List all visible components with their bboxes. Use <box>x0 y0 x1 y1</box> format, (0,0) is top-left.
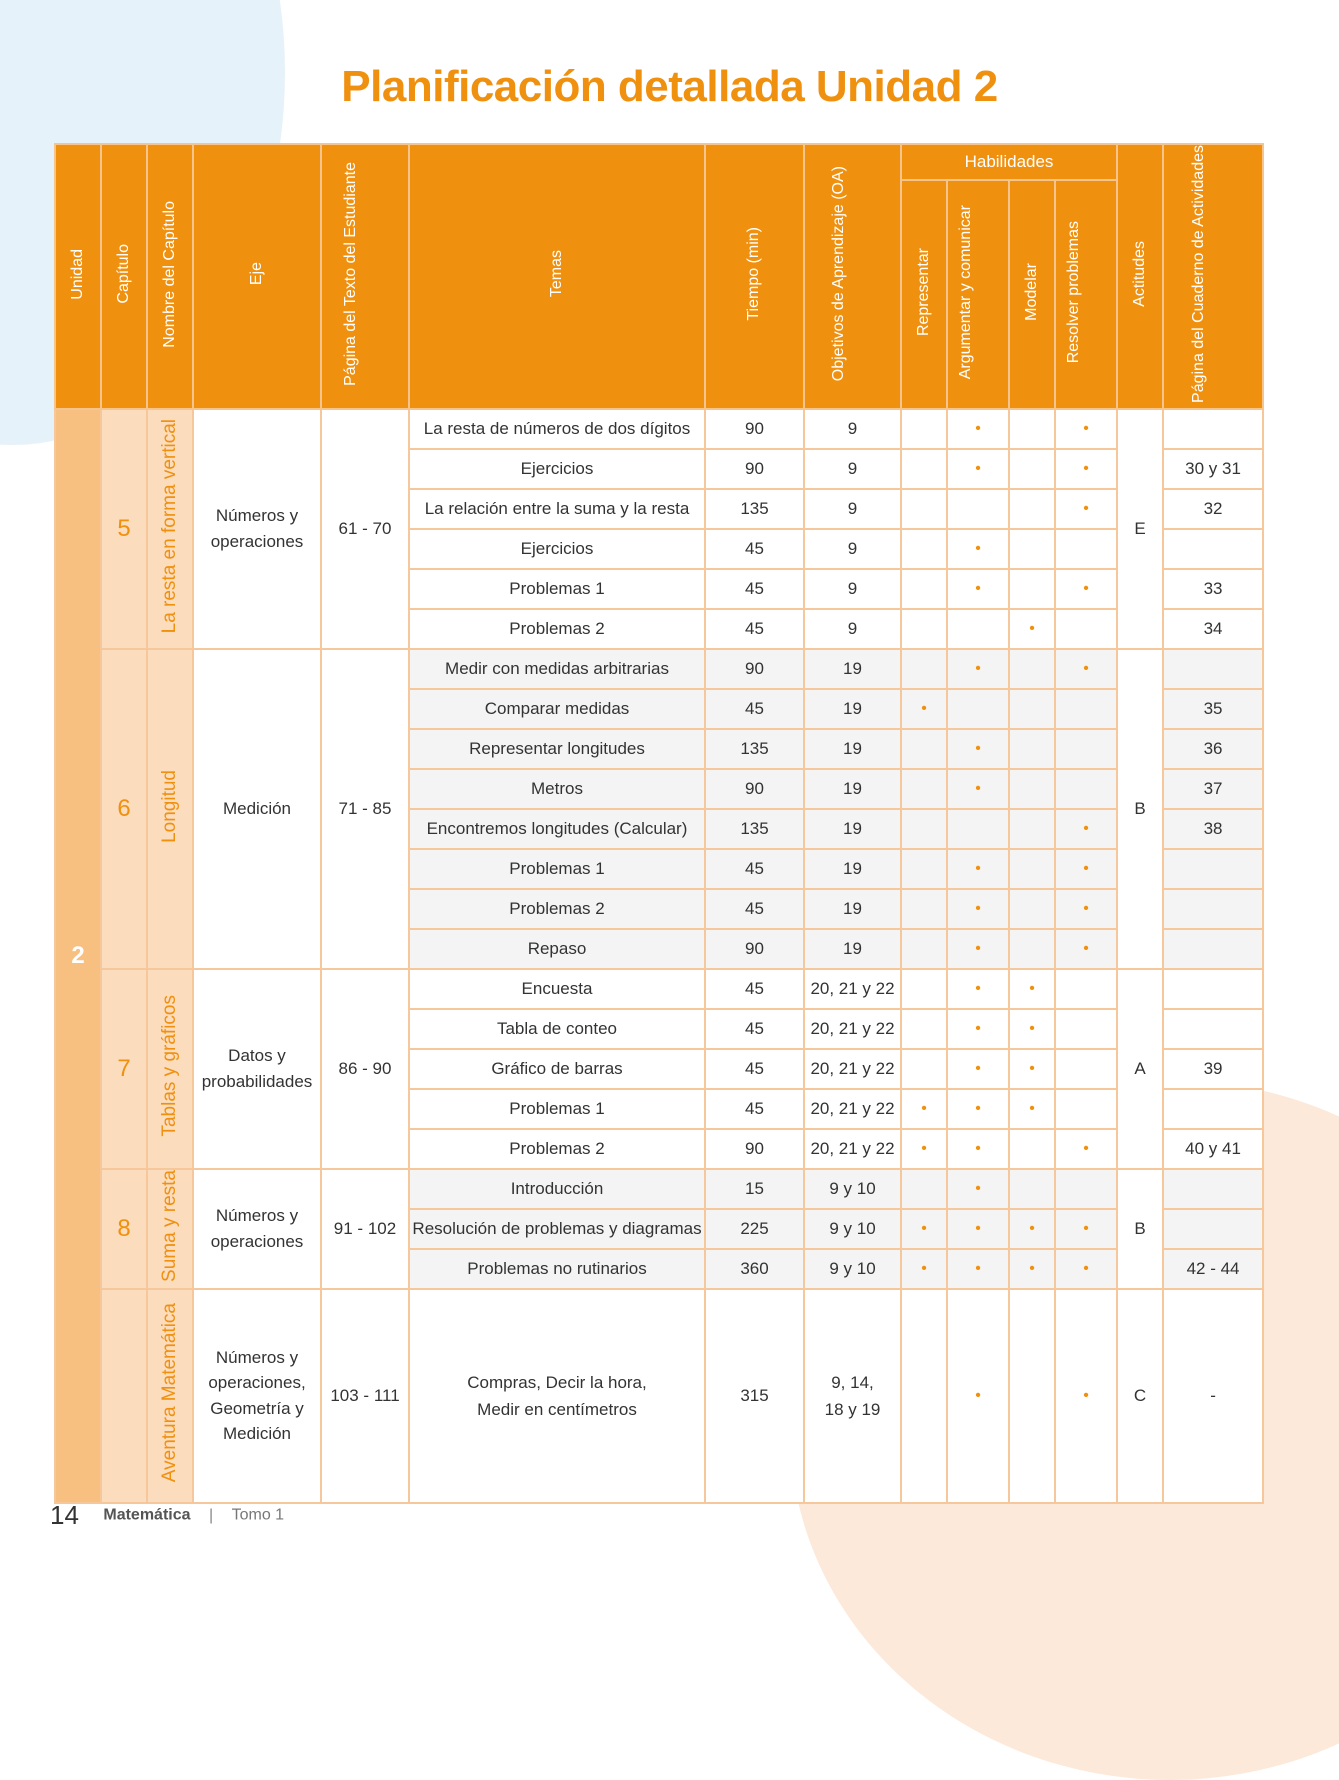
tema-cell: Problemas 1 <box>409 569 705 609</box>
resolver-dot: • <box>1055 649 1117 689</box>
cuaderno-cell <box>1163 969 1263 1009</box>
tema-cell: Encuesta <box>409 969 705 1009</box>
representar-dot <box>901 1289 947 1503</box>
table-row <box>55 409 1263 449</box>
actitud-cell: C <box>1117 1289 1163 1503</box>
resolver-dot: • <box>1055 1209 1117 1249</box>
chapter-number: 5 <box>101 409 147 649</box>
cuaderno-cell: 32 <box>1163 489 1263 529</box>
representar-dot <box>901 969 947 1009</box>
actitud-cell: A <box>1117 969 1163 1169</box>
oa-cell: 20, 21 y 22 <box>804 969 901 1009</box>
cuaderno-cell <box>1163 929 1263 969</box>
modelar-dot <box>1009 489 1055 529</box>
representar-dot: • <box>901 1249 947 1289</box>
chapter-name: Aventura Matemática <box>147 1289 193 1503</box>
pages-cell: 86 - 90 <box>321 969 409 1169</box>
chapter-name: Tablas y gráficos <box>147 969 193 1169</box>
resolver-dot <box>1055 529 1117 569</box>
resolver-dot <box>1055 609 1117 649</box>
resolver-dot <box>1055 1089 1117 1129</box>
representar-dot <box>901 649 947 689</box>
eje-cell: Números y operaciones <box>193 1169 321 1289</box>
argumentar-dot: • <box>947 569 1009 609</box>
tiempo-cell: 45 <box>705 569 804 609</box>
tema-cell: Problemas 2 <box>409 889 705 929</box>
tiempo-cell: 45 <box>705 1049 804 1089</box>
argumentar-dot: • <box>947 1049 1009 1089</box>
oa-cell: 9 y 10 <box>804 1209 901 1249</box>
cuaderno-cell: 37 <box>1163 769 1263 809</box>
oa-cell: 9 <box>804 609 901 649</box>
pages-cell: 61 - 70 <box>321 409 409 649</box>
resolver-dot: • <box>1055 449 1117 489</box>
modelar-dot <box>1009 689 1055 729</box>
tema-cell: Resolución de problemas y diagramas <box>409 1209 705 1249</box>
modelar-dot <box>1009 1129 1055 1169</box>
chapter-number: 6 <box>101 649 147 969</box>
tema-cell: Compras, Decir la hora, Medir en centímetros <box>409 1289 705 1503</box>
tema-cell: Repaso <box>409 929 705 969</box>
cuaderno-cell: 35 <box>1163 689 1263 729</box>
argumentar-dot: • <box>947 1249 1009 1289</box>
table-row <box>55 1169 1263 1209</box>
oa-cell: 20, 21 y 22 <box>804 1129 901 1169</box>
resolver-dot: • <box>1055 1249 1117 1289</box>
tema-cell: Introducción <box>409 1169 705 1209</box>
argumentar-dot <box>947 609 1009 649</box>
cuaderno-cell: 42 - 44 <box>1163 1249 1263 1289</box>
header-unidad: Unidad <box>55 144 101 409</box>
tiempo-cell: 90 <box>705 649 804 689</box>
cuaderno-cell: 40 y 41 <box>1163 1129 1263 1169</box>
header-eje: Eje <box>193 144 321 409</box>
argumentar-dot: • <box>947 1289 1009 1503</box>
tiempo-cell: 90 <box>705 409 804 449</box>
oa-cell: 19 <box>804 809 901 849</box>
modelar-dot: • <box>1009 969 1055 1009</box>
modelar-dot <box>1009 1289 1055 1503</box>
argumentar-dot: • <box>947 849 1009 889</box>
modelar-dot <box>1009 449 1055 489</box>
tiempo-cell: 45 <box>705 529 804 569</box>
representar-dot <box>901 889 947 929</box>
modelar-dot <box>1009 1169 1055 1209</box>
cuaderno-cell <box>1163 529 1263 569</box>
tiempo-cell: 45 <box>705 889 804 929</box>
modelar-dot <box>1009 929 1055 969</box>
modelar-dot: • <box>1009 1249 1055 1289</box>
modelar-dot <box>1009 569 1055 609</box>
representar-dot <box>901 409 947 449</box>
cuaderno-cell: 33 <box>1163 569 1263 609</box>
tiempo-cell: 45 <box>705 849 804 889</box>
resolver-dot <box>1055 1009 1117 1049</box>
argumentar-dot: • <box>947 969 1009 1009</box>
tema-cell: Tabla de conteo <box>409 1009 705 1049</box>
argumentar-dot: • <box>947 529 1009 569</box>
oa-cell: 19 <box>804 849 901 889</box>
argumentar-dot: • <box>947 1089 1009 1129</box>
oa-cell: 19 <box>804 889 901 929</box>
modelar-dot: • <box>1009 1089 1055 1129</box>
argumentar-dot: • <box>947 1169 1009 1209</box>
oa-cell: 9 y 10 <box>804 1169 901 1209</box>
tema-cell: Problemas 2 <box>409 1129 705 1169</box>
oa-cell: 20, 21 y 22 <box>804 1009 901 1049</box>
chapter-name: Longitud <box>147 649 193 969</box>
argumentar-dot: • <box>947 649 1009 689</box>
chapter-number: 8 <box>101 1169 147 1289</box>
resolver-dot: • <box>1055 809 1117 849</box>
resolver-dot: • <box>1055 889 1117 929</box>
resolver-dot: • <box>1055 409 1117 449</box>
tema-cell: Problemas no rutinarios <box>409 1249 705 1289</box>
argumentar-dot: • <box>947 769 1009 809</box>
chapter-number: 7 <box>101 969 147 1169</box>
representar-dot <box>901 1169 947 1209</box>
tema-cell: Encontremos longitudes (Calcular) <box>409 809 705 849</box>
tiempo-cell: 45 <box>705 609 804 649</box>
tiempo-cell: 45 <box>705 1089 804 1129</box>
cuaderno-cell: 38 <box>1163 809 1263 849</box>
volume-label: Tomo 1 <box>231 1506 285 1524</box>
tiempo-cell: 90 <box>705 449 804 489</box>
cuaderno-cell <box>1163 1089 1263 1129</box>
header-tiempo: Tiempo (min) <box>705 144 804 409</box>
cuaderno-cell <box>1163 889 1263 929</box>
argumentar-dot: • <box>947 929 1009 969</box>
actitud-cell: B <box>1117 1169 1163 1289</box>
modelar-dot: • <box>1009 1209 1055 1249</box>
argumentar-dot <box>947 489 1009 529</box>
oa-cell: 19 <box>804 729 901 769</box>
tiempo-cell: 15 <box>705 1169 804 1209</box>
representar-dot <box>901 1009 947 1049</box>
cuaderno-cell <box>1163 1209 1263 1249</box>
tema-cell: Medir con medidas arbitrarias <box>409 649 705 689</box>
cuaderno-cell: 36 <box>1163 729 1263 769</box>
header-habilidades: Habilidades <box>901 144 1117 180</box>
table-body <box>55 409 1263 1503</box>
tema-cell: Problemas 1 <box>409 1089 705 1129</box>
resolver-dot <box>1055 1169 1117 1209</box>
representar-dot <box>901 529 947 569</box>
chapter-name: La resta en forma vertical <box>147 409 193 649</box>
header-resolver: Resolver problemas <box>1055 180 1117 409</box>
argumentar-dot: • <box>947 1009 1009 1049</box>
pages-cell: 71 - 85 <box>321 649 409 969</box>
tema-cell: La resta de números de dos dígitos <box>409 409 705 449</box>
modelar-dot: • <box>1009 1049 1055 1089</box>
argumentar-dot: • <box>947 409 1009 449</box>
pages-cell: 103 - 111 <box>321 1289 409 1503</box>
header-objetivos: Objetivos de Aprendizaje (OA) <box>804 144 901 409</box>
header-argumentar: Argumentar y comunicar <box>947 180 1009 409</box>
resolver-dot: • <box>1055 849 1117 889</box>
oa-cell: 9 <box>804 569 901 609</box>
modelar-dot <box>1009 849 1055 889</box>
header-temas: Temas <box>409 144 705 409</box>
resolver-dot: • <box>1055 1129 1117 1169</box>
oa-cell: 9 <box>804 489 901 529</box>
resolver-dot: • <box>1055 489 1117 529</box>
cuaderno-cell <box>1163 409 1263 449</box>
argumentar-dot <box>947 689 1009 729</box>
oa-cell: 20, 21 y 22 <box>804 1089 901 1129</box>
tiempo-cell: 135 <box>705 729 804 769</box>
table-row <box>55 649 1263 689</box>
header-capitulo: Capítulo <box>101 144 147 409</box>
tema-cell: Problemas 2 <box>409 609 705 649</box>
argumentar-dot: • <box>947 449 1009 489</box>
cuaderno-cell: 39 <box>1163 1049 1263 1089</box>
tiempo-cell: 135 <box>705 809 804 849</box>
resolver-dot: • <box>1055 929 1117 969</box>
modelar-dot <box>1009 769 1055 809</box>
page-number: 14 <box>50 1500 79 1530</box>
footer-separator: | <box>208 1506 214 1524</box>
representar-dot <box>901 809 947 849</box>
tema-cell: Gráfico de barras <box>409 1049 705 1089</box>
resolver-dot <box>1055 729 1117 769</box>
chapter-number <box>101 1289 147 1503</box>
argumentar-dot: • <box>947 1209 1009 1249</box>
representar-dot: • <box>901 689 947 729</box>
representar-dot <box>901 609 947 649</box>
tema-cell: Comparar medidas <box>409 689 705 729</box>
resolver-dot: • <box>1055 1289 1117 1503</box>
cuaderno-cell <box>1163 849 1263 889</box>
header-pagina-cuaderno: Página del Cuaderno de Actividades <box>1163 144 1263 409</box>
oa-cell: 9 y 10 <box>804 1249 901 1289</box>
tema-cell: Ejercicios <box>409 449 705 489</box>
resolver-dot <box>1055 769 1117 809</box>
resolver-dot <box>1055 969 1117 1009</box>
modelar-dot <box>1009 889 1055 929</box>
oa-cell: 19 <box>804 929 901 969</box>
oa-cell: 9 <box>804 409 901 449</box>
modelar-dot <box>1009 529 1055 569</box>
pages-cell: 91 - 102 <box>321 1169 409 1289</box>
tiempo-cell: 45 <box>705 969 804 1009</box>
header-representar: Representar <box>901 180 947 409</box>
argumentar-dot: • <box>947 889 1009 929</box>
table-row-aventura <box>55 1289 1263 1503</box>
tiempo-cell: 90 <box>705 769 804 809</box>
header-actitudes: Actitudes <box>1117 144 1163 409</box>
modelar-dot <box>1009 729 1055 769</box>
oa-cell: 20, 21 y 22 <box>804 1049 901 1089</box>
cuaderno-cell <box>1163 649 1263 689</box>
tema-cell: Representar longitudes <box>409 729 705 769</box>
cuaderno-cell: 34 <box>1163 609 1263 649</box>
tiempo-cell: 225 <box>705 1209 804 1249</box>
header-pagina-texto: Página del Texto del Estudiante <box>321 144 409 409</box>
tiempo-cell: 90 <box>705 929 804 969</box>
header-nombre-capitulo: Nombre del Capítulo <box>147 144 193 409</box>
tiempo-cell: 45 <box>705 689 804 729</box>
tema-cell: Metros <box>409 769 705 809</box>
tiempo-cell: 90 <box>705 1129 804 1169</box>
cuaderno-cell: - <box>1163 1289 1263 1503</box>
header-row-top <box>55 144 1263 180</box>
oa-cell: 19 <box>804 769 901 809</box>
header-modelar: Modelar <box>1009 180 1055 409</box>
representar-dot: • <box>901 1209 947 1249</box>
oa-cell: 19 <box>804 649 901 689</box>
eje-cell: Números y operaciones <box>193 409 321 649</box>
eje-cell: Medición <box>193 649 321 969</box>
oa-cell: 9, 14, 18 y 19 <box>804 1289 901 1503</box>
table-row <box>55 969 1263 1009</box>
representar-dot <box>901 569 947 609</box>
eje-cell: Datos y probabilidades <box>193 969 321 1169</box>
argumentar-dot: • <box>947 729 1009 769</box>
representar-dot <box>901 849 947 889</box>
tema-cell: Problemas 1 <box>409 849 705 889</box>
tema-cell: Ejercicios <box>409 529 705 569</box>
tiempo-cell: 45 <box>705 1009 804 1049</box>
representar-dot: • <box>901 1089 947 1129</box>
actitud-cell: B <box>1117 649 1163 969</box>
page-title: Planificación detallada Unidad 2 <box>341 62 998 111</box>
argumentar-dot: • <box>947 1129 1009 1169</box>
planning-table <box>54 143 1264 1504</box>
representar-dot <box>901 449 947 489</box>
representar-dot <box>901 769 947 809</box>
resolver-dot <box>1055 1049 1117 1089</box>
representar-dot <box>901 1049 947 1089</box>
oa-cell: 9 <box>804 449 901 489</box>
modelar-dot <box>1009 649 1055 689</box>
representar-dot <box>901 929 947 969</box>
resolver-dot <box>1055 689 1117 729</box>
oa-cell: 19 <box>804 689 901 729</box>
representar-dot <box>901 489 947 529</box>
representar-dot <box>901 729 947 769</box>
modelar-dot: • <box>1009 609 1055 649</box>
cuaderno-cell <box>1163 1169 1263 1209</box>
modelar-dot: • <box>1009 1009 1055 1049</box>
cuaderno-cell: 30 y 31 <box>1163 449 1263 489</box>
tema-cell: La relación entre la suma y la resta <box>409 489 705 529</box>
tiempo-cell: 135 <box>705 489 804 529</box>
resolver-dot: • <box>1055 569 1117 609</box>
tiempo-cell: 360 <box>705 1249 804 1289</box>
argumentar-dot <box>947 809 1009 849</box>
book-name: Matemática <box>103 1506 191 1524</box>
tiempo-cell: 315 <box>705 1289 804 1503</box>
modelar-dot <box>1009 809 1055 849</box>
modelar-dot <box>1009 409 1055 449</box>
oa-cell: 9 <box>804 529 901 569</box>
page-footer <box>50 1500 284 1531</box>
actitud-cell: E <box>1117 409 1163 649</box>
eje-cell: Números y operaciones, Geometría y Medición <box>193 1289 321 1503</box>
unit-number: 2 <box>55 409 101 1503</box>
representar-dot: • <box>901 1129 947 1169</box>
cuaderno-cell <box>1163 1009 1263 1049</box>
chapter-name: Suma y resta <box>147 1169 193 1289</box>
